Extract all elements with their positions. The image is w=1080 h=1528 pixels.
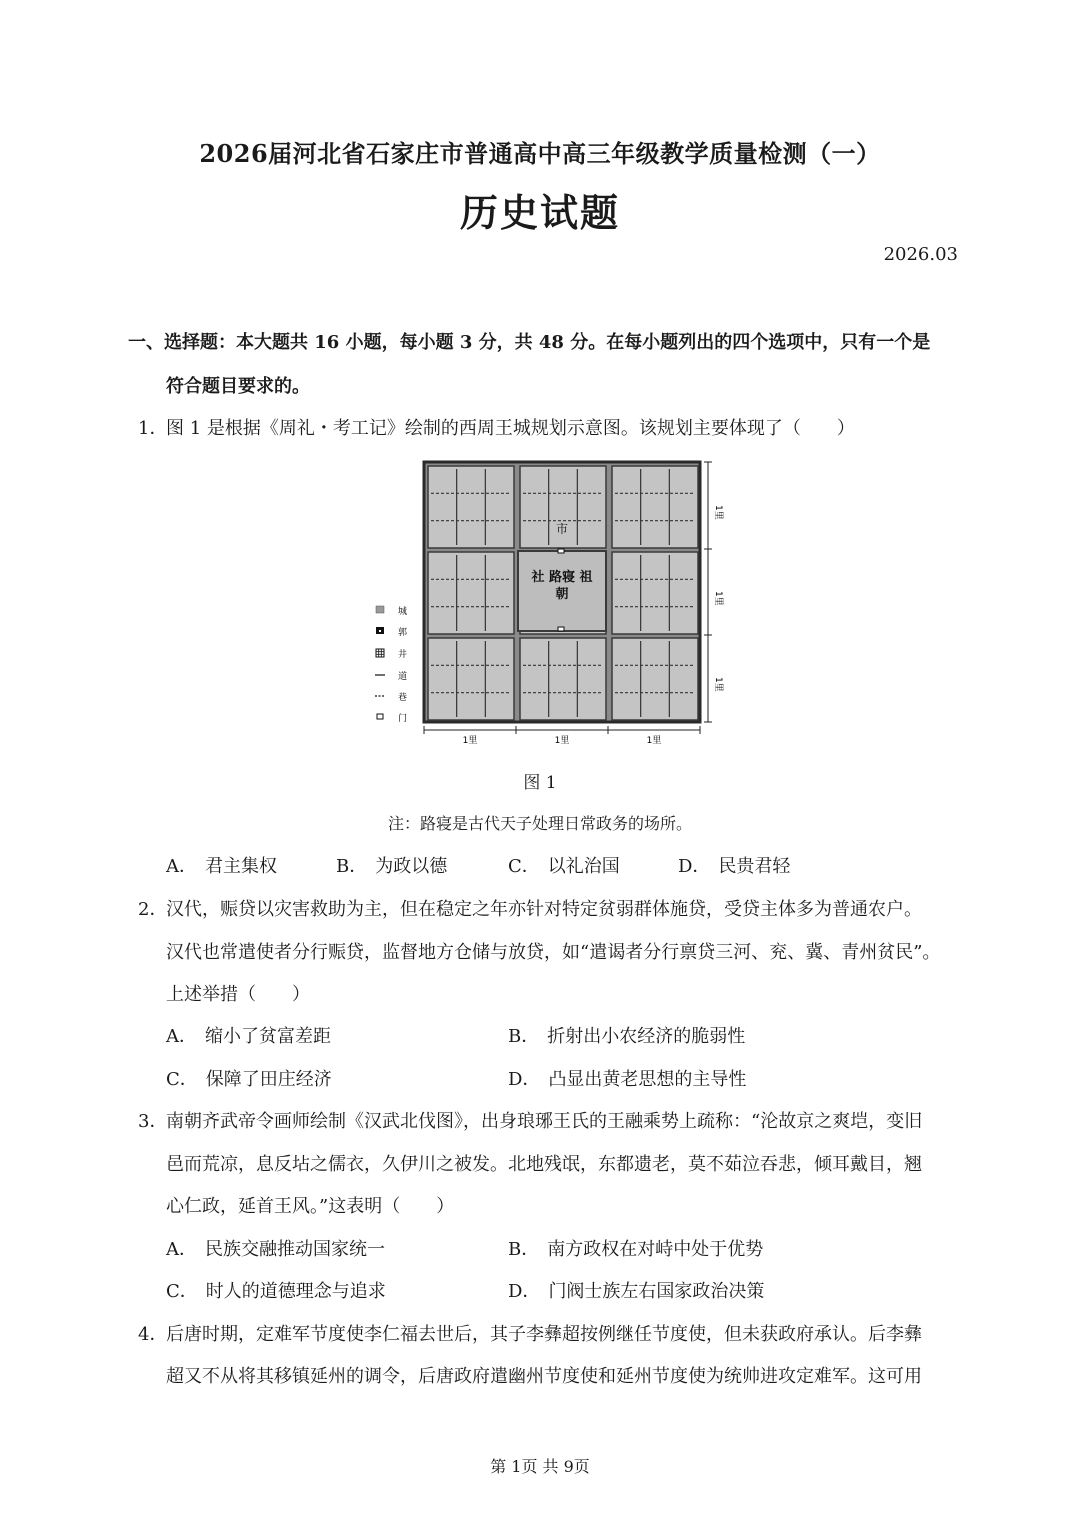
option-text: 以礼治国 — [547, 856, 620, 877]
option-text: 时人的道德理念与追求 — [205, 1281, 386, 1302]
figure-caption: 图 1 — [523, 773, 557, 793]
question-2-line3: 上述举措（ ） — [166, 984, 310, 1005]
option-label: A． — [166, 1239, 197, 1260]
option-label: D． — [508, 1281, 541, 1302]
option-label: D． — [508, 1069, 541, 1090]
question-3-line1: 南朝齐武帝令画师绘制《汉武北伐图》，出身琅琊王氏的王融乘势上疏称：“沦故京之爽垲，变旧 — [166, 1111, 923, 1132]
legend-label-3: 井 — [398, 650, 408, 660]
market-label: 市 — [555, 522, 569, 536]
question-1-stem: 图 1 是根据《周礼・考工记》绘制的西周王城规划示意图。该规划主要体现了（ ） — [166, 418, 855, 439]
section-instruction-line1: 一、选择题：本大题共 16 小题，每小题 3 分，共 48 分。在每小题列出的四个选项中，只有一个是 — [128, 332, 931, 353]
scale-bottom-label-2: 1里 — [554, 736, 570, 746]
gate-marker — [558, 549, 564, 553]
q2-option-d[interactable] — [508, 1065, 746, 1091]
q2-option-b[interactable] — [508, 1022, 745, 1048]
subject-title: 历史试题 — [459, 190, 620, 235]
city-plan-svg — [368, 455, 723, 750]
option-text: 民贵君轻 — [718, 856, 791, 877]
q1-option-b[interactable] — [336, 852, 447, 878]
option-text: 民族交融推动国家统一 — [205, 1239, 385, 1260]
option-label: B． — [508, 1026, 540, 1047]
q2-option-c[interactable] — [166, 1065, 332, 1091]
question-number-3: 3． — [138, 1111, 168, 1132]
option-text: 为政以德 — [375, 856, 448, 877]
scale-right-label-3: 1里 — [713, 677, 723, 692]
question-number-2: 2． — [138, 899, 168, 920]
option-text: 折射出小农经济的脆弱性 — [547, 1026, 746, 1047]
option-label: B． — [336, 856, 368, 877]
city-block — [428, 466, 514, 548]
well-grid-icon — [376, 649, 384, 657]
question-4-line1: 后唐时期，定难军节度使李仁福去世后，其子李彝超按例继任节度使，但未获政府承认。后李彝 — [166, 1324, 922, 1345]
option-label: B． — [508, 1239, 540, 1260]
city-block — [612, 552, 698, 634]
question-4-line2: 超又不从将其移镇延州的调令，后唐政府遣幽州节度使和延州节度使为统帅进攻定难军。这可用 — [166, 1366, 922, 1387]
legend-label-6: 门 — [398, 714, 408, 724]
option-label: C． — [508, 856, 540, 877]
q3-option-d[interactable] — [508, 1277, 764, 1303]
option-label: D． — [678, 856, 711, 877]
legend-label-1: 城 — [398, 607, 408, 617]
section-instruction-line2: 符合题目要求的。 — [166, 376, 310, 397]
q2-option-a[interactable] — [166, 1022, 331, 1048]
option-label: C． — [166, 1069, 198, 1090]
city-plan-figure — [368, 455, 723, 750]
q3-option-c[interactable] — [166, 1277, 386, 1303]
scale-bottom-label-3: 1里 — [646, 736, 662, 746]
option-text: 门阀士族左右国家政治决策 — [548, 1281, 765, 1302]
figure-legend — [375, 605, 407, 724]
city-block — [520, 638, 606, 720]
question-3-line3: 心仁政，延首王风。”这表明（ ） — [166, 1196, 455, 1217]
option-label: A． — [166, 856, 197, 877]
q3-option-b[interactable] — [508, 1235, 763, 1261]
scale-right-label-2: 1里 — [713, 591, 723, 606]
option-text: 南方政权在对峙中处于优势 — [547, 1239, 764, 1260]
scale-bottom-label-1: 1里 — [462, 736, 478, 746]
q3-option-a[interactable] — [166, 1235, 385, 1261]
city-block — [612, 638, 698, 720]
palace-label-row1: 社 路寝 祖 — [531, 570, 593, 585]
question-2-line2: 汉代也常遣使者分行赈贷，监督地方仓储与放贷，如“遣谒者分行禀贷三河、兖、冀、青州贫民”。 — [166, 942, 941, 963]
question-3-line2: 邑而荒凉，息反坫之儒衣，久伊川之被发。北地残氓，东都遗老，莫不茹泣吞悲，倾耳戴目，翘 — [166, 1154, 922, 1175]
scale-right-label-1: 1里 — [713, 505, 723, 520]
q1-option-a[interactable] — [166, 852, 277, 878]
city-block — [428, 552, 514, 634]
gate-marker — [558, 627, 564, 631]
exam-date: 2026.03 — [883, 244, 958, 265]
city-block — [428, 638, 514, 720]
city-block — [612, 466, 698, 548]
question-number-4: 4． — [138, 1324, 168, 1345]
option-label: C． — [166, 1281, 198, 1302]
gate-icon — [377, 714, 383, 719]
question-2-line1: 汉代，赈贷以灾害救助为主，但在稳定之年亦针对特定贫弱群体施贷，受贷主体多为普通农户。 — [166, 899, 922, 920]
option-text: 缩小了贫富差距 — [205, 1026, 331, 1047]
figure-note: 注：路寝是古代天子处理日常政务的场所。 — [387, 814, 692, 833]
legend-label-4: 道 — [398, 672, 408, 682]
option-text: 君主集权 — [205, 856, 277, 877]
q1-option-c[interactable] — [508, 852, 620, 878]
q1-option-d[interactable] — [678, 852, 790, 878]
palace-label-row2: 朝 — [555, 587, 569, 602]
option-label: A． — [166, 1026, 197, 1047]
page-footer: 第 1页 共 9页 — [490, 1457, 590, 1476]
exam-title: 2026届河北省石家庄市普通高中高三年级教学质量检测（一） — [199, 139, 881, 168]
option-text: 保障了田庄经济 — [205, 1069, 332, 1090]
legend-label-5: 巷 — [398, 693, 408, 703]
wall-swatch-icon — [376, 606, 384, 613]
question-number-1: 1． — [138, 418, 168, 439]
legend-label-2: 郭 — [398, 628, 408, 638]
option-text: 凸显出黄老思想的主导性 — [548, 1069, 747, 1090]
